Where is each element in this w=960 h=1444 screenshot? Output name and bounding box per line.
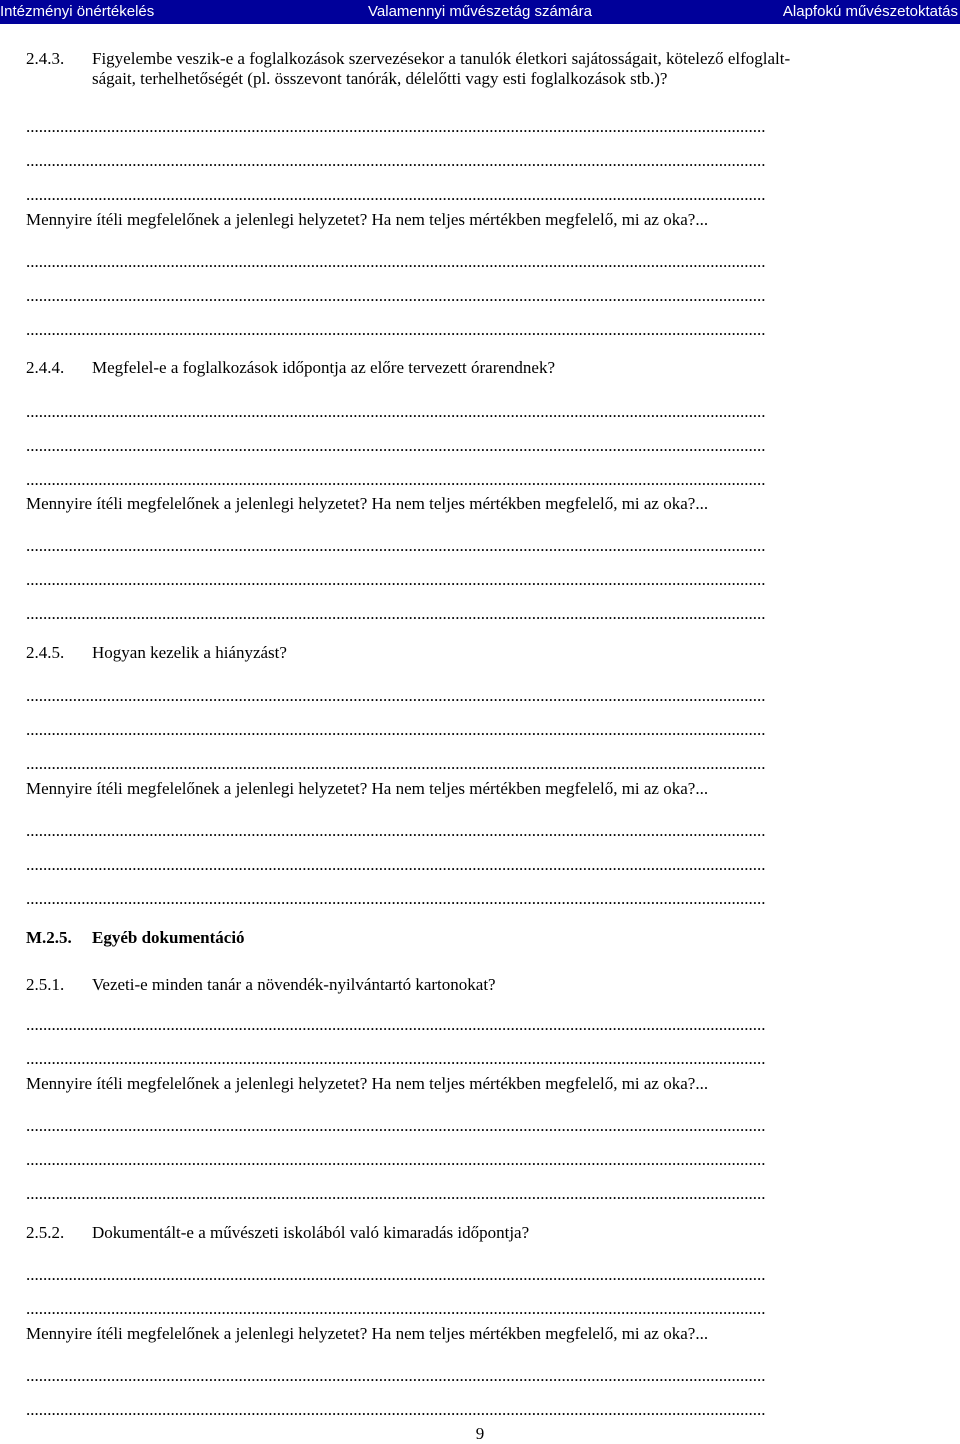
answer-line: .............................................................................................................................................................................. [26,604,766,623]
assessment-prompt: Mennyire ítéli megfelelőnek a jelenlegi helyzetet? Ha nem teljes mértékben megfelelő, mi az oka?... [26,779,709,798]
answer-line: .............................................................................................................................................................................. [26,889,766,908]
answer-line: .............................................................................................................................................................................. [26,1015,766,1034]
section-title: Egyéb dokumentáció [92,928,245,947]
answer-line: .............................................................................................................................................................................. [26,1366,766,1385]
question-text: Dokumentált-e a művészeti iskolából való kimaradás időpontja? [92,1223,530,1242]
assessment-prompt: Mennyire ítéli megfelelőnek a jelenlegi helyzetet? Ha nem teljes mértékben megfelelő, mi az oka?... [26,210,709,229]
question-text: Figyelembe veszik-e a foglalkozások szervezésekor a tanulók életkori sajátosságait, kötelező elfoglalt- [92,49,791,68]
answer-line: .............................................................................................................................................................................. [26,470,766,489]
assessment-prompt: Mennyire ítéli megfelelőnek a jelenlegi helyzetet? Ha nem teljes mértékben megfelelő, mi az oka?... [26,1324,709,1343]
answer-line: .............................................................................................................................................................................. [26,855,766,874]
question-text: Hogyan kezelik a hiányzást? [92,643,287,662]
answer-line: .............................................................................................................................................................................. [26,1299,766,1318]
header-left-title: Intézményi önértékelés [0,3,155,20]
answer-line: .............................................................................................................................................................................. [26,570,766,589]
answer-line: .............................................................................................................................................................................. [26,1400,766,1419]
page-number: 9 [475,1424,485,1443]
question-text: ságait, terhelhetőségét (pl. összevont tanórák, délelőtti vagy esti foglalkozások stb.)? [92,69,668,88]
answer-line: .............................................................................................................................................................................. [26,151,766,170]
answer-line: .............................................................................................................................................................................. [26,1049,766,1068]
question-number: 2.5.2. [26,1223,65,1242]
assessment-prompt: Mennyire ítéli megfelelőnek a jelenlegi helyzetet? Ha nem teljes mértékben megfelelő, mi az oka?... [26,1074,709,1093]
answer-line: .............................................................................................................................................................................. [26,402,766,421]
question-text: Megfelel-e a foglalkozások időpontja az előre tervezett órarendnek? [92,358,556,377]
answer-line: .............................................................................................................................................................................. [26,754,766,773]
answer-line: .............................................................................................................................................................................. [26,185,766,204]
answer-line: .............................................................................................................................................................................. [26,286,766,305]
question-number: 2.5.1. [26,975,65,994]
answer-line: .............................................................................................................................................................................. [26,1265,766,1284]
answer-line: .............................................................................................................................................................................. [26,821,766,840]
header-center-title: Valamennyi művészetág számára [368,3,592,20]
answer-line: .............................................................................................................................................................................. [26,436,766,455]
assessment-prompt: Mennyire ítéli megfelelőnek a jelenlegi helyzetet? Ha nem teljes mértékben megfelelő, mi az oka?... [26,494,709,513]
answer-line: .............................................................................................................................................................................. [26,1184,766,1203]
answer-line: .............................................................................................................................................................................. [26,720,766,739]
answer-line: .............................................................................................................................................................................. [26,117,766,136]
answer-line: .............................................................................................................................................................................. [26,1116,766,1135]
answer-line: .............................................................................................................................................................................. [26,320,766,339]
question-number: 2.4.5. [26,643,65,662]
question-number: 2.4.4. [26,358,65,377]
answer-line: .............................................................................................................................................................................. [26,536,766,555]
answer-line: .............................................................................................................................................................................. [26,686,766,705]
question-number: 2.4.3. [26,49,65,68]
answer-line: .............................................................................................................................................................................. [26,1150,766,1169]
section-number: M.2.5. [26,928,72,947]
answer-line: .............................................................................................................................................................................. [26,252,766,271]
header-right-title: Alapfokú művészetoktatás [782,3,958,20]
question-text: Vezeti-e minden tanár a növendék-nyilvántartó kartonokat? [92,975,496,994]
